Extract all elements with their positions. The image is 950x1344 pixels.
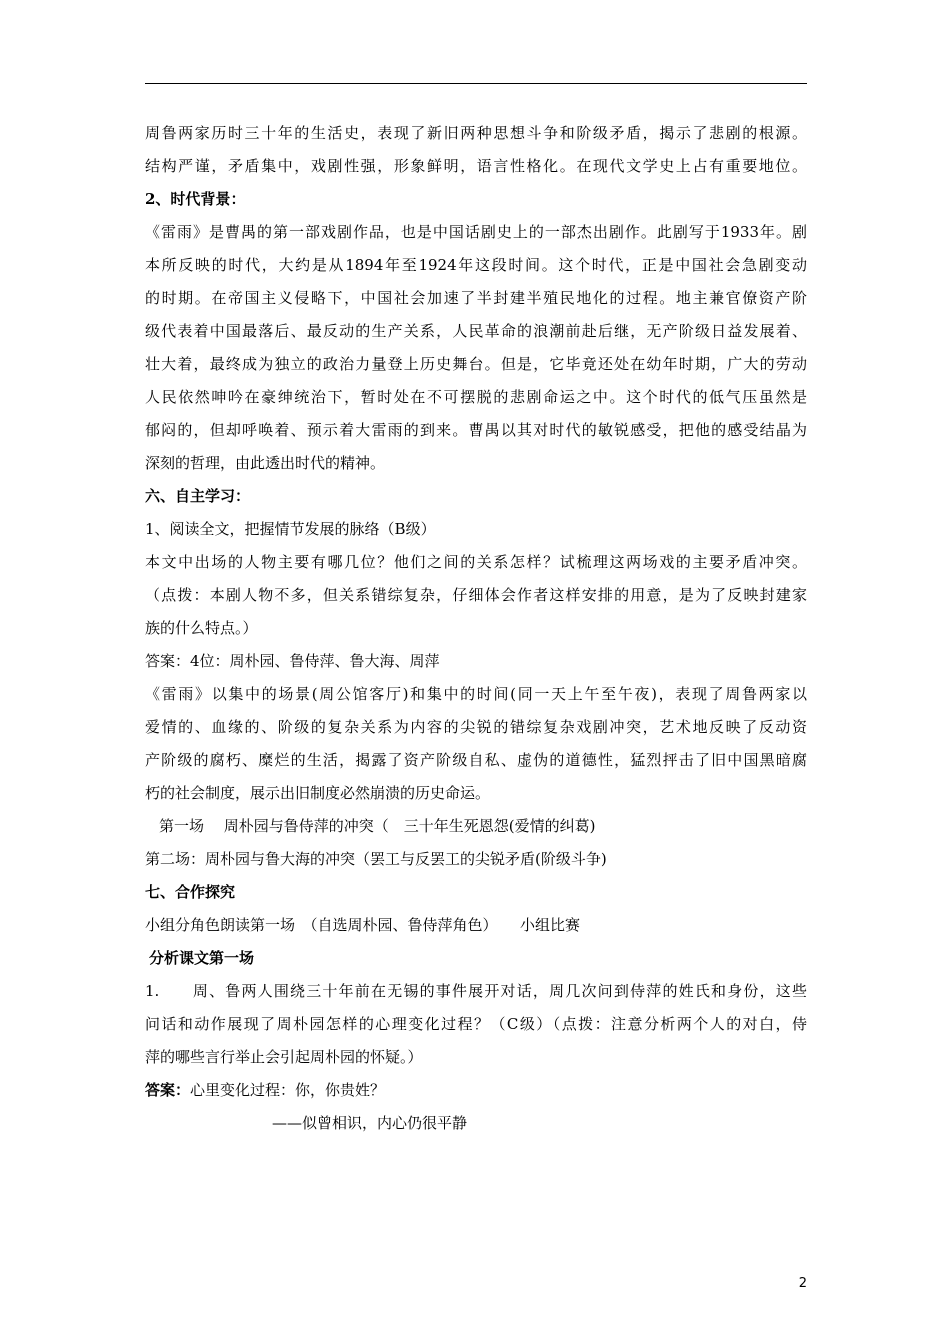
- body-line: 爱情的、血缘的、阶级的复杂关系为内容的尖锐的错综复杂戏剧冲突，艺术地反映了反动资: [145, 718, 807, 736]
- body-line: 族的什么特点。）: [145, 619, 258, 637]
- body-line: 本文中出场的人物主要有哪几位？他们之间的关系怎样？试梳理这两场戏的主要矛盾冲突。: [145, 553, 807, 571]
- subsection-heading: 分析课文第一场: [149, 949, 255, 967]
- answer-sub-line: ——似曾相识，内心仍很平静: [272, 1114, 468, 1132]
- body-line: 《雷雨》是曹禺的第一部戏剧作品，也是中国话剧史上的一部杰出剧作。此剧写于1933年。剧: [145, 223, 807, 241]
- answer-text: 心里变化过程：你，你贵姓？: [190, 1081, 386, 1099]
- body-line: 产阶级的腐朽、糜烂的生活，揭露了资产阶级自私、虚伪的道德性，猛烈抨击了旧中国黑暗腐: [145, 751, 807, 769]
- header-rule: [145, 83, 807, 84]
- page-number: 2: [798, 1276, 807, 1291]
- section-heading: 六、自主学习：: [145, 487, 251, 505]
- body-line: （点拨：本剧人物不多，但关系错综复杂，仔细体会作者这样安排的用意，是为了反映封建家: [145, 586, 807, 604]
- body-line: 深刻的哲理，由此透出时代的精神。: [145, 454, 386, 472]
- answer-line: [145, 1074, 807, 1107]
- body-line: 郁闷的，但却呼唤着、预示着大雷雨的到来。曹禺以其对时代的敏锐感受，把他的感受结晶为: [145, 421, 807, 439]
- body-line: 的时期。在帝国主义侵略下，中国社会加速了半封建半殖民地化的过程。地主兼官僚资产阶: [145, 289, 807, 307]
- body-line: 1. 周、鲁两人围绕三十年前在无锡的事件展开对话，周几次问到侍萍的姓氏和身份，这些: [145, 982, 807, 1000]
- answer-label: 答案：: [145, 1081, 191, 1099]
- body-line: 第二场：周朴园与鲁大海的冲突（罢工与反罢工的尖锐矛盾(阶级斗争): [145, 850, 607, 868]
- section-heading: 七、合作探究: [145, 883, 236, 901]
- body-line: 《雷雨》以集中的场景(周公馆客厅)和集中的时间(同一天上午至午夜)，表现了周鲁两家以: [145, 685, 807, 703]
- section-heading: 2、时代背景：: [145, 190, 246, 208]
- body-line: 本所反映的时代，大约是从1894年至1924年这段时间。这个时代，正是中国社会急剧变动: [145, 256, 807, 274]
- document-body: [145, 117, 807, 1140]
- body-line: 周鲁两家历时三十年的生活史，表现了新旧两种思想斗争和阶级矛盾，揭示了悲剧的根源。: [145, 124, 807, 142]
- body-line: 结构严谨，矛盾集中，戏剧性强，形象鲜明，语言性格化。在现代文学史上占有重要地位。: [145, 157, 807, 175]
- body-line: 1、阅读全文，把握情节发展的脉络（B级）: [145, 520, 436, 538]
- body-line: 答案：4位：周朴园、鲁侍萍、鲁大海、周萍: [145, 652, 440, 670]
- body-line: 级代表着中国最落后、最反动的生产关系，人民革命的浪潮前赴后继，无产阶级日益发展着、: [145, 322, 807, 340]
- body-line: 人民依然呻吟在豪绅统治下，暂时处在不可摆脱的悲剧命运之中。这个时代的低气压虽然是: [145, 388, 807, 406]
- body-line: 第一场 周朴园与鲁侍萍的冲突（ 三十年生死恩怨(爱情的纠葛): [159, 817, 596, 835]
- body-line: 朽的社会制度，展示出旧制度必然崩溃的历史命运。: [145, 784, 491, 802]
- body-line: 问话和动作展现了周朴园怎样的心理变化过程？（C级）（点拨：注意分析两个人的对白，侍: [145, 1015, 807, 1033]
- body-line: 小组分角色朗读第一场 （自选周朴园、鲁侍萍角色） 小组比赛: [145, 916, 581, 934]
- body-line: 壮大着，最终成为独立的政治力量登上历史舞台。但是，它毕竟还处在幼年时期，广大的劳动: [145, 355, 807, 373]
- body-line: 萍的哪些言行举止会引起周朴园的怀疑。）: [145, 1048, 423, 1066]
